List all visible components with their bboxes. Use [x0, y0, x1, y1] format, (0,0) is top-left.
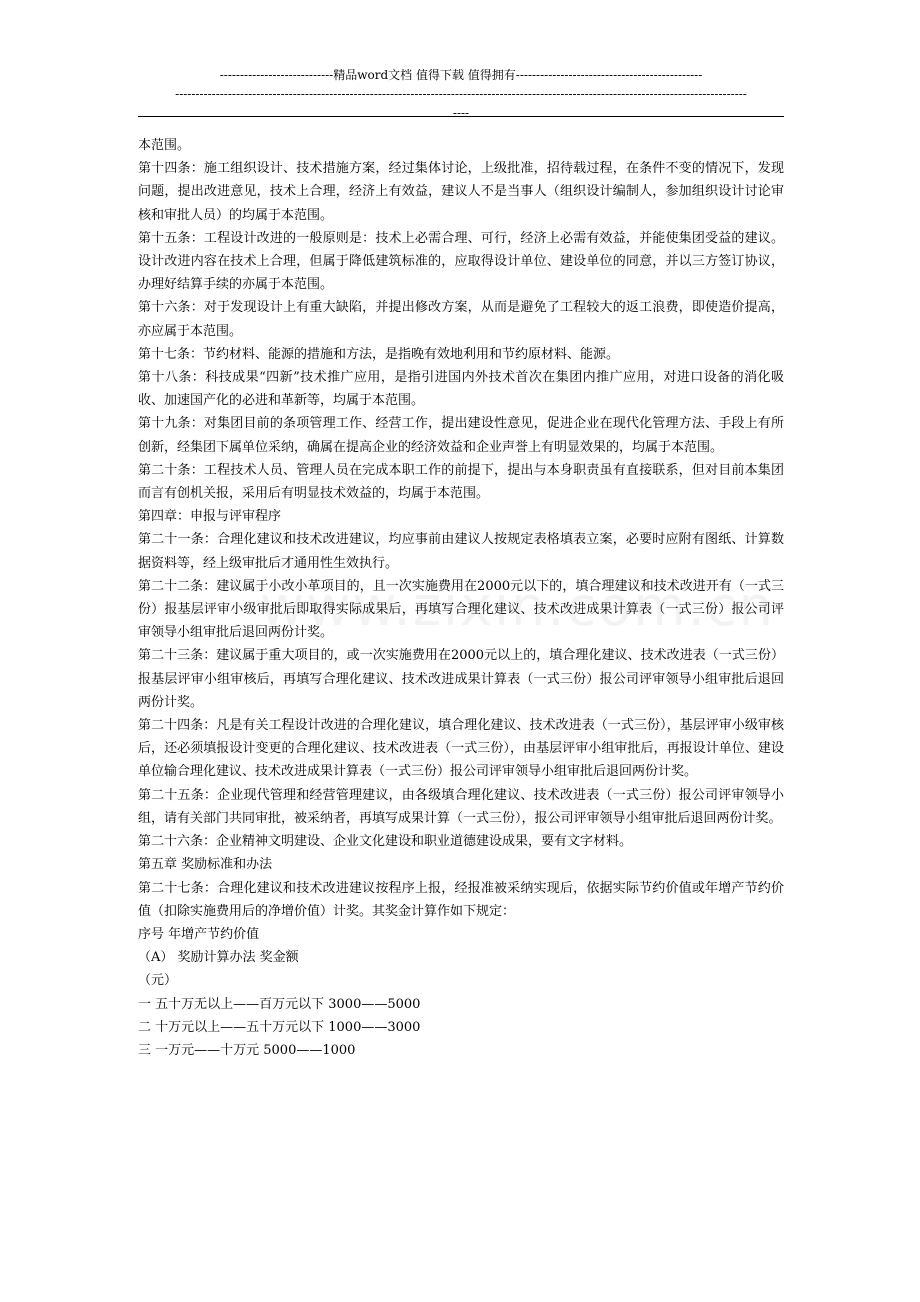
header-dash-tail: ----	[452, 106, 470, 120]
chapter-heading: 第五章 奖励标准和办法	[138, 857, 273, 873]
paragraph: 第二十四条：凡是有关工程设计改进的合理化建议，填合理化建议、技术改进表（一式三份），基层评审小级审核后，还必须填报设计变更的合理化建议、技术改进表（一式三份），由基层评审小组审批后，再报设计单位、建设单位输合理化建议、技术改进成果计算表（一式三份）报公司评审领导小组审批后退回两份计奖。	[138, 718, 784, 780]
paragraph: 第二十二条：建议属于小改小革项目的，且一次实施费用在2000元以下的，填合理建议和技术改进开有（一式三份）报基层评审小级审批后即取得实际成果后，再填写合理化建议、技术改进成果计算表（一式三份）报公司评审领导小组审批后退回两份计奖。	[138, 578, 784, 641]
header-dash-line: ---------------------------------------------------------------------------------------------------------------------------------------------	[175, 87, 747, 101]
paragraph: 第二十七条：合理化建议和技术改进建议按程序上报，经报准被采纳实现后，依据实际节约价值或年增产节约价值（扣除实施费用后的净增价值）计奖。其奖金计算作如下规定：	[138, 880, 784, 919]
reward-row: 一 五十万无以上——百万元以下 3000——5000	[138, 996, 421, 1012]
paragraph: 第十五条：工程设计改进的一般原则是：技术上必需合理、可行，经济上必需有效益，并能使集团受益的建议。设计改进内容在技术上合理，但属于降低建筑标准的，应取得设计单位、建设单位的同意，并以三方签订协议，办理好结算手续的亦属于本范围。	[138, 230, 784, 293]
paragraph: 第十八条：科技成果“四新”技术推广应用，是指引进国内外技术首次在集团内推广应用，对进口设备的消化吸收、加速国产化的必进和革新等，均属于本范围。	[138, 370, 784, 409]
paragraph: 第二十一条：合理化建议和技术改进建议，均应事前由建议人按规定表格填表立案，必要时应附有图纸、计算数据资料等，经上级审批后才通用性生效执行。	[138, 532, 784, 571]
paragraph: 第十四条：施工组织设计、技术措施方案，经过集体讨论，上级批准，招待载过程，在条件不变的情况下，发现问题，提出改进意见，技术上合理，经济上有效益，建议人不是当事人（组织设计编制人，参加组织设计讨论审核和审批人员）的均属于本范围。	[138, 161, 784, 223]
paragraph: 本范围。	[138, 138, 191, 153]
paragraph: 第二十三条：建议属于重大项目的，或一次实施费用在2000元以上的，填合理化建议、技术改进表（一式三份）报基层评审小组审核后，再填写合理化建议、技术改进成果计算表（一式三份）报公司评审领导小组审批后退回两份计奖。	[138, 648, 784, 710]
paragraph: 第二十条：工程技术人员、管理人员在完成本职工作的前提下，提出与本身职责虽有直接联系，但对目前本集团而言有创机关报，采用后有明显技术效益的，均属于本范围。	[138, 462, 784, 502]
reward-row: 二 十万元以上——五十万元以下 1000——3000	[138, 1019, 421, 1035]
table-header-line: （A） 奖励计算办法 奖金额	[138, 950, 299, 966]
paragraph: 第十六条：对于发现设计上有重大缺陷，并提出修改方案，从而是避免了工程较大的返工浪费，即使造价提高，亦应属于本范围。	[138, 300, 784, 339]
header-banner-line: ----------------------------精品word文档 值得下载 值得拥有----------------------------------------------	[219, 68, 703, 82]
header-rule	[138, 116, 784, 117]
chapter-heading: 第四章：申报与评审程序	[138, 509, 282, 525]
paragraph: 第十九条：对集团目前的条项管理工作、经营工作，提出建设性意见，促进企业在现代化管理方法、手段上有所创新，经集团下属单位采纳，确属在提高企业的经济效益和企业声誉上有明显效果的，均属于本范围。	[138, 416, 784, 455]
table-header-line: （元）	[138, 973, 178, 989]
paragraph: 第十七条：节约材料、能源的措施和方法，是指晚有效地利用和节约原材料、能源。	[138, 346, 620, 362]
table-header-line: 序号 年增产节约价值	[138, 926, 260, 942]
document-body	[138, 134, 784, 1062]
reward-row: 三 一万元——十万元 5000——1000	[138, 1042, 356, 1058]
paragraph: 第二十五条：企业现代管理和经营管理建议，由各级填合理化建议、技术改进表（一式三份）报公司评审领导小组，请有关部门共同审批，被采纳者，再填写成果计算（一式三份），报公司评审领导小组审批后退回两份计奖。	[138, 787, 784, 826]
page-header	[138, 66, 784, 123]
paragraph: 第二十六条：企业精神文明建设、企业文化建设和职业道德建设成果，要有文字材料。	[138, 834, 633, 850]
